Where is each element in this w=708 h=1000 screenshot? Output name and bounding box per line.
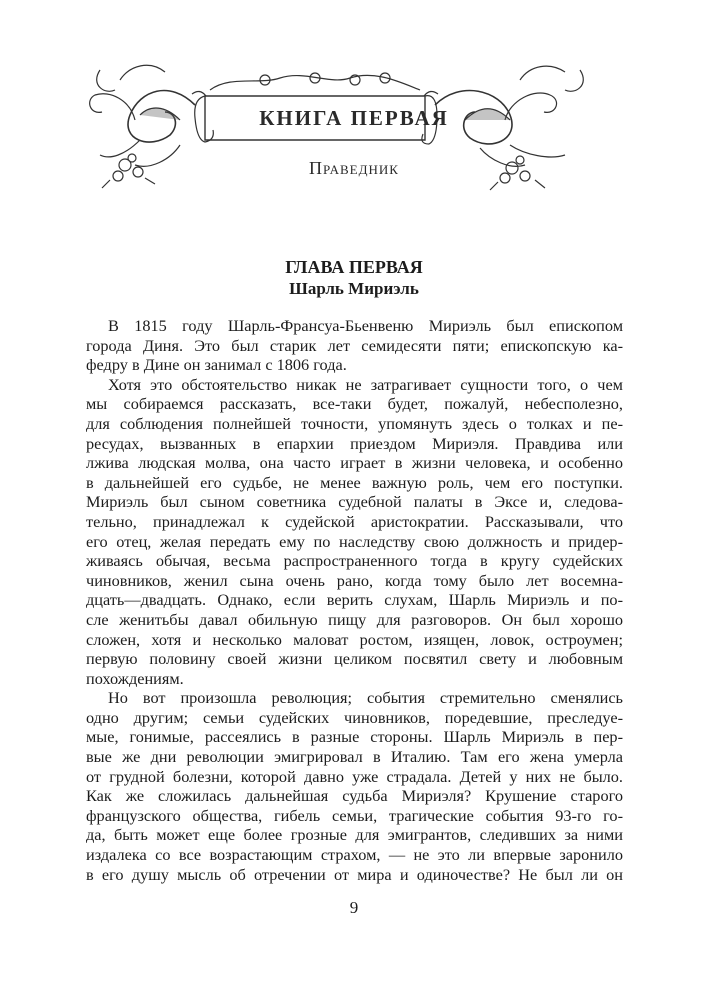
paragraph — [86, 688, 623, 884]
text-line: Как же сложилась дальнейшая судьба Мириэля? Крушение старого — [86, 786, 623, 806]
text-line: Мириэль был сыном советника судебной палаты в Эксе и, следова- — [86, 492, 623, 512]
text-line: ресудах, вызванных в епархии приездом Мириэля. Правдива или — [86, 433, 623, 453]
text-line: от грудной болезни, которой давно уже страдала. Детей у них не было. — [86, 766, 623, 786]
text-line: лжива людская молва, она часто играет в жизни человека, и особенно — [86, 453, 623, 473]
book-title: КНИГА ПЕРВАЯ — [259, 106, 449, 130]
text-line: города Диня. Это был старик лет семидесяти пяти; епископскую ка- — [86, 335, 623, 355]
text-line: сле женитьбы давал обильную пищу для разговоров. Он был хорошо — [86, 609, 623, 629]
text-line: вые же дни революции эмигрировал в Италию. Там его жена умерла — [86, 747, 623, 767]
text-line: Но вот произошла революция; события стремительно сменялись — [108, 688, 623, 708]
text-line: сложен, хотя и несколько маловат ростом, изящен, ловок, остроумен; — [86, 629, 623, 649]
text-line: В 1815 году Шарль-Франсуа-Бьенвеню Мириэль был епископом — [108, 316, 623, 335]
text-line: французского общества, гибель семьи, трагические события 93-го го- — [86, 805, 623, 825]
chapter-subtitle: Шарль Мириэль — [289, 279, 419, 298]
text-line: похождениям. — [86, 668, 184, 688]
chapter-title: ГЛАВА ПЕРВАЯ — [285, 257, 423, 277]
text-line: дцать—двадцать. Однако, если верить слухам, Шарль Мириэль и по- — [86, 590, 623, 610]
text-line: для соблюдения полнейшей точности, упомянуть здесь о толках и пе- — [86, 413, 623, 433]
text-line: первую половину своей жизни целиком посвятил свету и любовным — [86, 649, 623, 669]
text-line: мы собираемся рассказать, все-таки будет, пожалуй, небесполезно, — [86, 394, 623, 414]
text-line: Хотя это обстоятельство никак не затрагивает сущности того, о чем — [108, 374, 623, 394]
text-line: в его душу мысль об отречении от мира и одиночестве? Не был ли он — [86, 864, 623, 884]
book-subtitle: Праведник — [309, 158, 399, 178]
text-line: федру в Дине он занимал с 1806 года. — [86, 355, 347, 375]
text-line: тельно, принадлежал к судейской аристократии. Рассказывали, что — [86, 511, 623, 531]
text-line: одно другим; семьи судейских чиновников, поредевшие, преследуе- — [86, 707, 623, 727]
text-line: его отец, желая передать ему по наследству свою должность и придер- — [86, 531, 623, 551]
page-number: 9 — [349, 898, 359, 917]
paragraph — [86, 316, 623, 375]
text-line: мые, гонимые, рассеялись в разные стороны. Шарль Мириэль в пер- — [86, 727, 623, 747]
text-line: в дальнейшей его судьбе, не менее важную роль, чем его поступки. — [86, 472, 623, 492]
paragraph — [86, 375, 623, 689]
text-line: да, быть может еще более грозные для эмигрантов, следивших за ними — [86, 825, 623, 845]
text-line: издалека со все возрастающим страхом, — не это ли впервые заронило — [86, 845, 623, 865]
text-line: живаясь обычая, весьма распространенного тогда в кругу судейских — [86, 551, 623, 571]
text-line: чиновников, женил сына очень рано, когда тому было лет восемна- — [86, 570, 623, 590]
body-text — [86, 316, 623, 884]
